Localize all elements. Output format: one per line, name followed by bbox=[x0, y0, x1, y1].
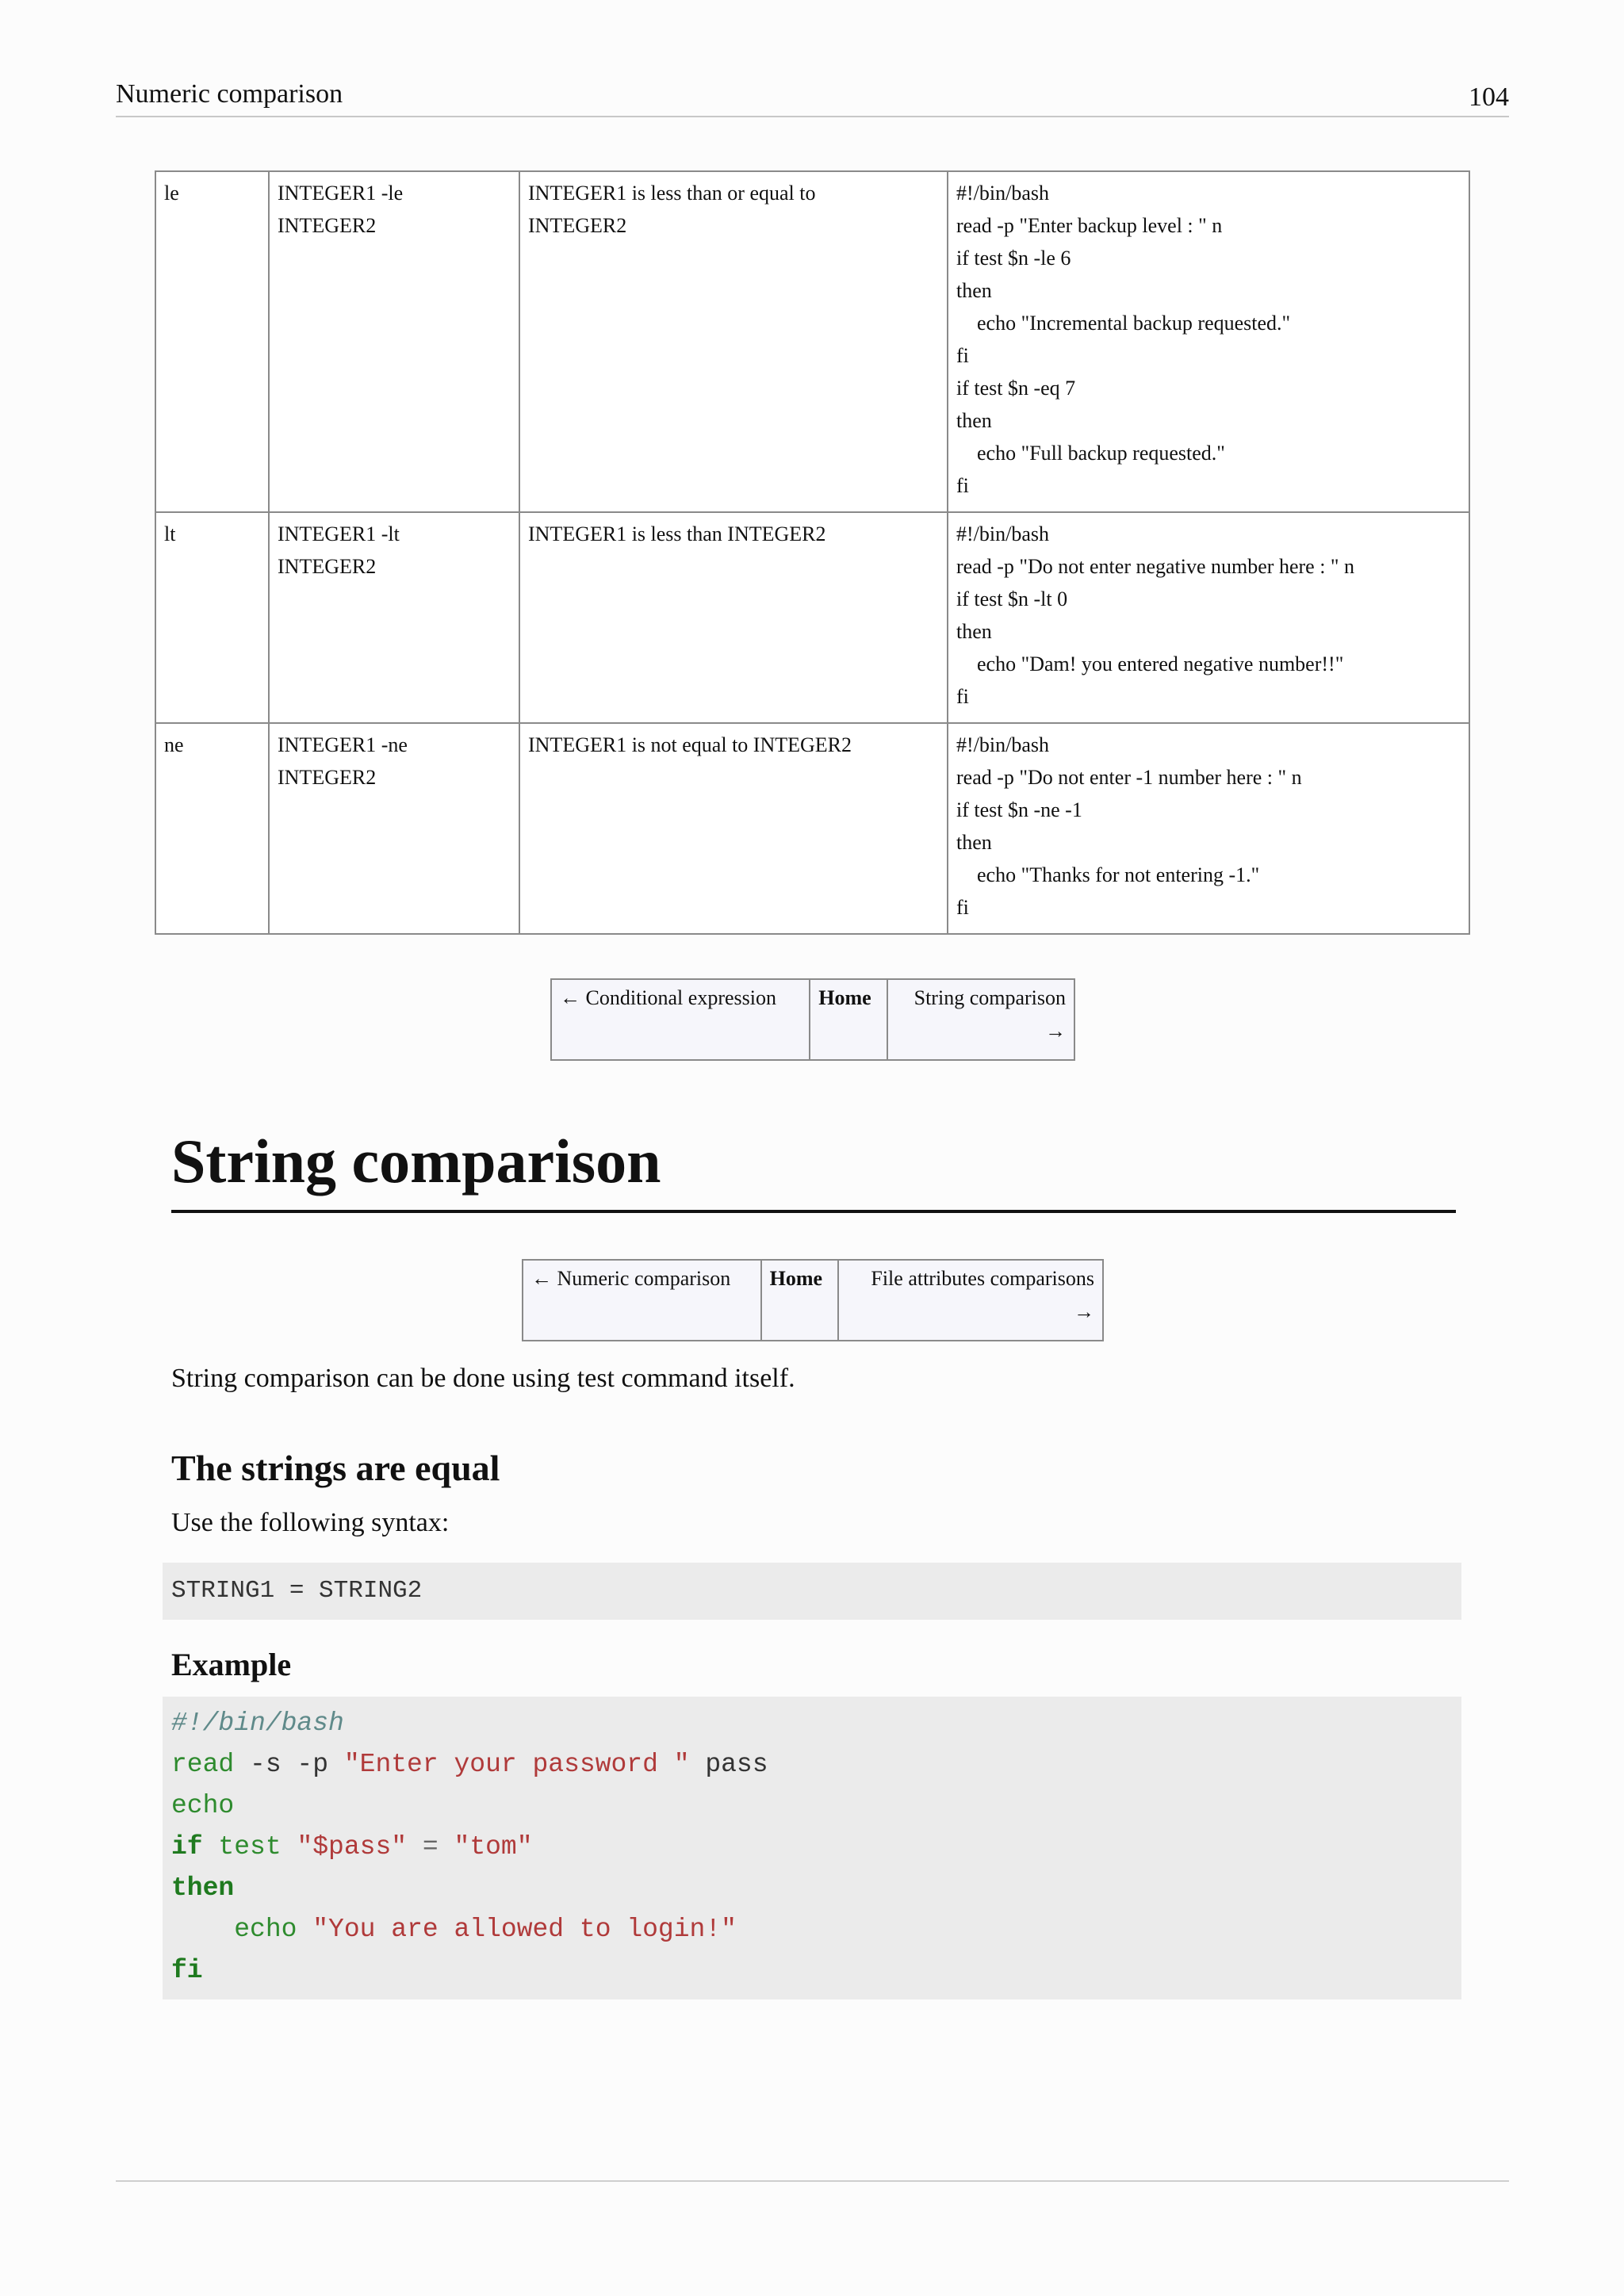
nav-next-link[interactable] bbox=[838, 1260, 1103, 1341]
meaning-cell bbox=[519, 512, 948, 723]
operator-cell-text: le bbox=[164, 182, 179, 205]
syntax-cell-line: INTEGER1 -lt bbox=[278, 522, 400, 545]
example-cell-line: echo "Dam! you entered negative number!!" bbox=[956, 652, 1344, 675]
example-cell-line: if test $n -eq 7 bbox=[956, 377, 1076, 400]
example-cell-line: echo "Incremental backup requested." bbox=[956, 312, 1291, 335]
nav-next-label: File attributes comparisons bbox=[871, 1267, 1094, 1290]
code-command: test bbox=[218, 1832, 282, 1862]
example-cell-line: read -p "Do not enter -1 number here : " n bbox=[956, 766, 1302, 789]
nav-next-arrow: → bbox=[1074, 1300, 1094, 1323]
nav-next-arrow: → bbox=[1045, 1020, 1066, 1043]
nav-next-link[interactable] bbox=[887, 979, 1074, 1060]
syntax-label: Use the following syntax: bbox=[171, 1508, 450, 1537]
navigation-box-section bbox=[522, 1259, 1104, 1341]
example-cell-line: if test $n -ne -1 bbox=[956, 798, 1082, 821]
code-args: -s -p bbox=[234, 1750, 344, 1779]
example-cell-line: then bbox=[956, 620, 992, 643]
example-cell-line: #!/bin/bash bbox=[956, 733, 1049, 756]
operator-cell-text: lt bbox=[164, 522, 176, 545]
example-cell-line: fi bbox=[956, 474, 969, 497]
syntax-cell-line: INTEGER2 bbox=[278, 555, 377, 578]
table-row bbox=[155, 512, 1469, 723]
example-cell-line: echo "Thanks for not entering -1." bbox=[956, 863, 1260, 886]
example-cell-line: read -p "Do not enter negative number here : " n bbox=[956, 555, 1355, 578]
nav-prev-link[interactable]: ← Conditional expression bbox=[551, 979, 810, 1060]
intro-paragraph: String comparison can be done using test command itself. bbox=[171, 1364, 795, 1393]
meaning-cell-line: INTEGER1 is not equal to INTEGER2 bbox=[528, 733, 852, 756]
code-string: "You are allowed to login!" bbox=[312, 1915, 737, 1944]
example-cell-line: then bbox=[956, 409, 992, 432]
syntax-cell-line: INTEGER2 bbox=[278, 766, 377, 789]
nav-home-link[interactable]: Home bbox=[761, 1260, 838, 1341]
running-header-title: Numeric comparison bbox=[116, 79, 343, 109]
example-code-block bbox=[163, 1697, 1461, 1999]
code-indent bbox=[171, 1915, 234, 1944]
code-keyword: then bbox=[171, 1873, 235, 1903]
meaning-cell-line: INTEGER1 is less than INTEGER2 bbox=[528, 522, 826, 545]
syntax-code-block: STRING1 = STRING2 bbox=[163, 1563, 1461, 1620]
operator-cell-text: ne bbox=[164, 733, 184, 756]
nav-next-label: String comparison bbox=[914, 986, 1066, 1009]
numeric-operators-table bbox=[155, 170, 1470, 935]
code-operator: = bbox=[422, 1832, 439, 1862]
example-cell-line: fi bbox=[956, 896, 969, 919]
example-cell-line: then bbox=[956, 831, 992, 854]
example-cell-line: fi bbox=[956, 344, 969, 367]
code-keyword: fi bbox=[171, 1956, 203, 1985]
meaning-cell-line: INTEGER1 is less than or equal to bbox=[528, 182, 816, 205]
operator-cell bbox=[155, 512, 269, 723]
operators-table-body bbox=[155, 171, 1469, 934]
example-cell-line: then bbox=[956, 279, 992, 302]
syntax-cell bbox=[269, 512, 519, 723]
syntax-cell-line: INTEGER1 -le bbox=[278, 182, 404, 205]
example-heading: Example bbox=[171, 1647, 292, 1682]
operator-cell bbox=[155, 723, 269, 934]
syntax-cell-line: INTEGER2 bbox=[278, 214, 377, 237]
table-row bbox=[155, 723, 1469, 934]
example-cell-line: #!/bin/bash bbox=[956, 522, 1049, 545]
example-cell-line: #!/bin/bash bbox=[956, 182, 1049, 205]
code-keyword: if bbox=[171, 1832, 203, 1862]
meaning-cell-line: INTEGER2 bbox=[528, 214, 627, 237]
footer-rule bbox=[116, 2180, 1509, 2182]
page-number: 104 bbox=[1469, 82, 1509, 112]
code-string: "tom" bbox=[454, 1832, 533, 1862]
table-row bbox=[155, 171, 1469, 512]
syntax-cell bbox=[269, 171, 519, 512]
nav-home-link[interactable]: Home bbox=[810, 979, 887, 1060]
code-command: read bbox=[171, 1750, 235, 1779]
code-command: echo bbox=[171, 1791, 235, 1820]
example-cell-line: if test $n -lt 0 bbox=[956, 587, 1068, 610]
example-cell bbox=[948, 723, 1469, 934]
example-cell-line: read -p "Enter backup level : " n bbox=[956, 214, 1223, 237]
subheading-strings-equal: The strings are equal bbox=[171, 1448, 500, 1488]
example-cell-line: if test $n -le 6 bbox=[956, 247, 1071, 270]
example-cell-line: echo "Full backup requested." bbox=[956, 442, 1225, 465]
syntax-cell-line: INTEGER1 -ne bbox=[278, 733, 408, 756]
code-args: pass bbox=[689, 1750, 768, 1779]
operator-cell bbox=[155, 171, 269, 512]
code-command: echo bbox=[234, 1915, 297, 1944]
code-comment: #!/bin/bash bbox=[171, 1709, 344, 1738]
syntax-cell bbox=[269, 723, 519, 934]
section-title: String comparison bbox=[171, 1118, 1456, 1213]
example-cell-line: fi bbox=[956, 685, 969, 708]
running-header bbox=[116, 79, 1509, 117]
example-cell bbox=[948, 171, 1469, 512]
example-cell bbox=[948, 512, 1469, 723]
meaning-cell bbox=[519, 171, 948, 512]
code-string: "Enter your password " bbox=[343, 1750, 690, 1779]
nav-prev-link[interactable]: ← Numeric comparison bbox=[523, 1260, 761, 1341]
code-string: "$pass" bbox=[297, 1832, 408, 1862]
meaning-cell bbox=[519, 723, 948, 934]
navigation-box-top bbox=[550, 978, 1075, 1061]
